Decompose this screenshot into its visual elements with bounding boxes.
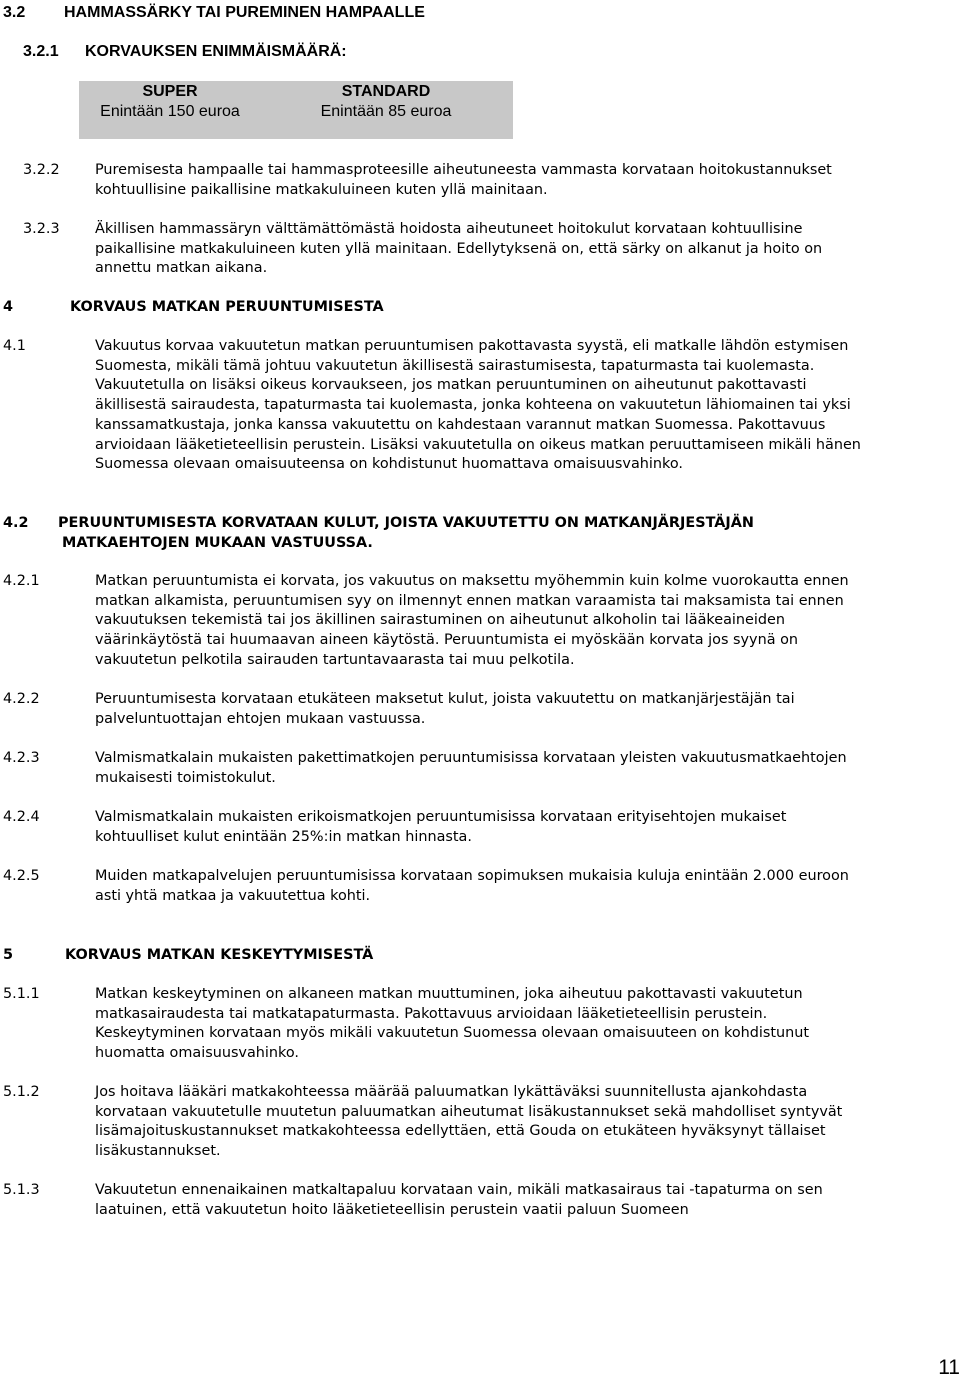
coverage-column-title: STANDARD xyxy=(341,83,431,100)
text-line: äkillisestä sairaudesta, tapaturmasta tai kuolemasta, jonka kohteena on vakuutetun lähiomainen tai yksi xyxy=(95,397,851,414)
text-line: lisäkustannukset. xyxy=(95,1143,221,1160)
item-text-4-1 xyxy=(95,337,861,475)
item-text-4-2-3 xyxy=(95,749,847,788)
text-line: paikallisine matkakuluineen kuten yllä mainitaan. Edellytyksenä on, että särky on alkanut ja hoito on xyxy=(95,240,823,257)
text-line: korvataan vakuutetulle muutetun paluumatkan aiheutumat lisäkustannukset sekä mahdolliset syntyvät xyxy=(95,1103,843,1120)
page-number: 11 xyxy=(938,1356,960,1379)
item-text-5-1-2 xyxy=(95,1083,842,1162)
text-line: Suomesta, mikäli tämä johtuu vakuutetun äkillisestä sairastumisesta, tapaturmasta tai kuolemasta. xyxy=(95,357,815,374)
text-line: Matkan keskeytyminen on alkaneen matkan muuttuminen, joka aiheutuu pakottavasti vakuutetun xyxy=(95,986,803,1002)
section-3-2-heading xyxy=(3,3,425,23)
text-line: laatuinen, että vakuutetun hoito lääketieteellisin perustein vaatii paluun Suomeen xyxy=(95,1201,689,1218)
title-line: MATKAEHTOJEN MUKAAN VASTUUSSA. xyxy=(62,535,373,551)
text-line: Muiden matkapalvelujen peruuntumisissa korvataan sopimuksen mukaisia kuluja enintään 2.000 euroon xyxy=(95,868,849,884)
text-line: Äkillisen hammassäryn välttämättömästä hoidosta aiheutuneet hoitokulut korvataan kohtuullisine xyxy=(95,221,803,237)
coverage-column-value: Enintään 150 euroa xyxy=(100,103,240,120)
section-title: KORVAUS MATKAN KESKEYTYMISESTÄ xyxy=(65,947,374,963)
text-line: mukaisesti toimistokulut. xyxy=(95,769,276,786)
text-line: matkan alkamista, peruuntumisen syy on ilmennyt ennen matkan varaamista tai maksamista tai ennen xyxy=(95,592,844,609)
item-number-3-2-2: 3.2.2 xyxy=(23,162,60,178)
text-line: asti yhtä matkaa ja vakuutettua kohti. xyxy=(95,887,371,904)
text-line: vakuutuksen tekemistä tai jos äkillinen sairastuminen on aiheutunut alkoholin tai lääkeaineiden xyxy=(95,612,785,629)
item-text-5-1-3 xyxy=(95,1181,823,1220)
item-text-4-2-5 xyxy=(95,867,849,906)
item-text-4-2-1 xyxy=(95,572,849,671)
section-title xyxy=(58,513,754,553)
item-text-3-2-3 xyxy=(95,220,822,279)
item-text-3-2-2 xyxy=(95,161,832,200)
item-number-4-1: 4.1 xyxy=(3,338,26,354)
text-line: kohtuullisine paikallisine matkakuluineen kuten yllä mainitaan. xyxy=(95,181,548,198)
item-number-5-1-3: 5.1.3 xyxy=(3,1182,40,1198)
text-line: matkasairaudesta tai matkatapaturmasta. Pakottavuus arvioidaan lääketieteellisin perustein. xyxy=(95,1005,768,1022)
text-line: Keskeytyminen korvataan myös mikäli vakuutetun Suomessa olevaan omaisuuteen on kohdistunut xyxy=(95,1025,810,1042)
section-title: HAMMASSÄRKY TAI PUREMINEN HAMPAALLE xyxy=(64,4,425,21)
item-number-4-2-1: 4.2.1 xyxy=(3,573,40,589)
item-text-5-1-1 xyxy=(95,985,809,1064)
section-number: 4 xyxy=(3,299,14,315)
item-text-4-2-4 xyxy=(95,808,786,847)
text-line: Valmismatkalain mukaisten pakettimatkojen peruuntumisissa korvataan yleisten vakuutusmatkaehtojen xyxy=(95,750,847,766)
item-text-4-2-2 xyxy=(95,690,795,729)
text-line: palveluntuottajan ehtojen mukaan vastuussa. xyxy=(95,710,426,727)
section-number: 3.2.1 xyxy=(23,43,59,60)
coverage-column-standard xyxy=(294,81,478,122)
item-number-4-2-3: 4.2.3 xyxy=(3,750,40,766)
text-line: Vakuutus korvaa vakuutetun matkan peruuntumisen pakottavasta syystä, eli matkalle lähdön estymisen xyxy=(95,338,849,354)
coverage-table xyxy=(79,81,513,139)
text-line: Puremisesta hampaalle tai hammasproteesille aiheutuneesta vammasta korvataan hoitokustannukset xyxy=(95,162,832,178)
section-number: 3.2 xyxy=(3,4,26,21)
text-line: Vakuutetun ennenaikainen matkaltapaluu korvataan vain, mikäli matkasairaus tai -tapaturma on sen xyxy=(95,1182,823,1198)
item-number-5-1-1: 5.1.1 xyxy=(3,986,40,1002)
text-line: kohtuulliset kulut enintään 25%:in matkan hinnasta. xyxy=(95,828,472,845)
text-line: Matkan peruuntumista ei korvata, jos vakuutus on maksettu myöhemmin kuin kolme vuorokautta ennen xyxy=(95,573,849,589)
text-line: Jos hoitava lääkäri matkakohteessa määrää paluumatkan lykättäväksi suunnitellusta ajankohdasta xyxy=(95,1084,808,1100)
coverage-column-super xyxy=(79,81,261,122)
section-number: 5 xyxy=(3,947,14,963)
item-number-5-1-2: 5.1.2 xyxy=(3,1084,40,1100)
text-line: Suomessa olevaan omaisuuteensa on kohdistunut huomattava omaisuusvahinko. xyxy=(95,456,683,473)
item-number-4-2-2: 4.2.2 xyxy=(3,691,40,707)
text-line: lisämajoituskustannukset matkakohteessa edellyttäen, että Gouda on etukäteen hyväksynyt tällaiset xyxy=(95,1123,826,1140)
text-line: Vakuutetulla on lisäksi oikeus korvaukseen, jos matkan peruuntuminen on aiheutunut pakottavasti xyxy=(95,377,807,394)
text-line: annettu matkan aikana. xyxy=(95,260,268,277)
title-line: PERUUNTUMISESTA KORVATAAN KULUT, JOISTA VAKUUTETTU ON MATKANJÄRJESTÄJÄN xyxy=(58,515,754,531)
item-number-4-2-5: 4.2.5 xyxy=(3,868,40,884)
text-line: Peruuntumisesta korvataan etukäteen maksetut kulut, joista vakuutettu on matkanjärjestäjän tai xyxy=(95,691,795,707)
section-number: 4.2 xyxy=(3,515,29,531)
section-title: KORVAUKSEN ENIMMÄISMÄÄRÄ: xyxy=(85,43,347,60)
section-title: KORVAUS MATKAN PERUUNTUMISESTA xyxy=(70,299,384,315)
text-line: huomatta omaisuusvahinko. xyxy=(95,1045,299,1062)
text-line: väärinkäytöstä tai huumaavan aineen käytöstä. Peruuntumista ei myöskään korvata jos syynä on xyxy=(95,632,799,649)
item-number-3-2-3: 3.2.3 xyxy=(23,221,60,237)
coverage-column-title: SUPER xyxy=(142,83,198,100)
text-line: kanssamatkustaja, jonka kanssa vakuutettu on kahdestaan varannut matkan Suomessa. Pakottavuus xyxy=(95,416,826,433)
coverage-column-value: Enintään 85 euroa xyxy=(320,103,452,120)
text-line: Valmismatkalain mukaisten erikoismatkojen peruuntumisissa korvataan erityisehtojen mukaiset xyxy=(95,809,787,825)
text-line: vakuutetun pelkotila sairauden tartuntavaarasta tai muu pelkotila. xyxy=(95,651,575,668)
text-line: arvioidaan lääketieteellisin perustein. Lisäksi vakuutetulla on oikeus matkan peruuttamiseen mikäli hänen xyxy=(95,436,861,453)
item-number-4-2-4: 4.2.4 xyxy=(3,809,40,825)
section-3-2-1-heading xyxy=(23,42,347,62)
